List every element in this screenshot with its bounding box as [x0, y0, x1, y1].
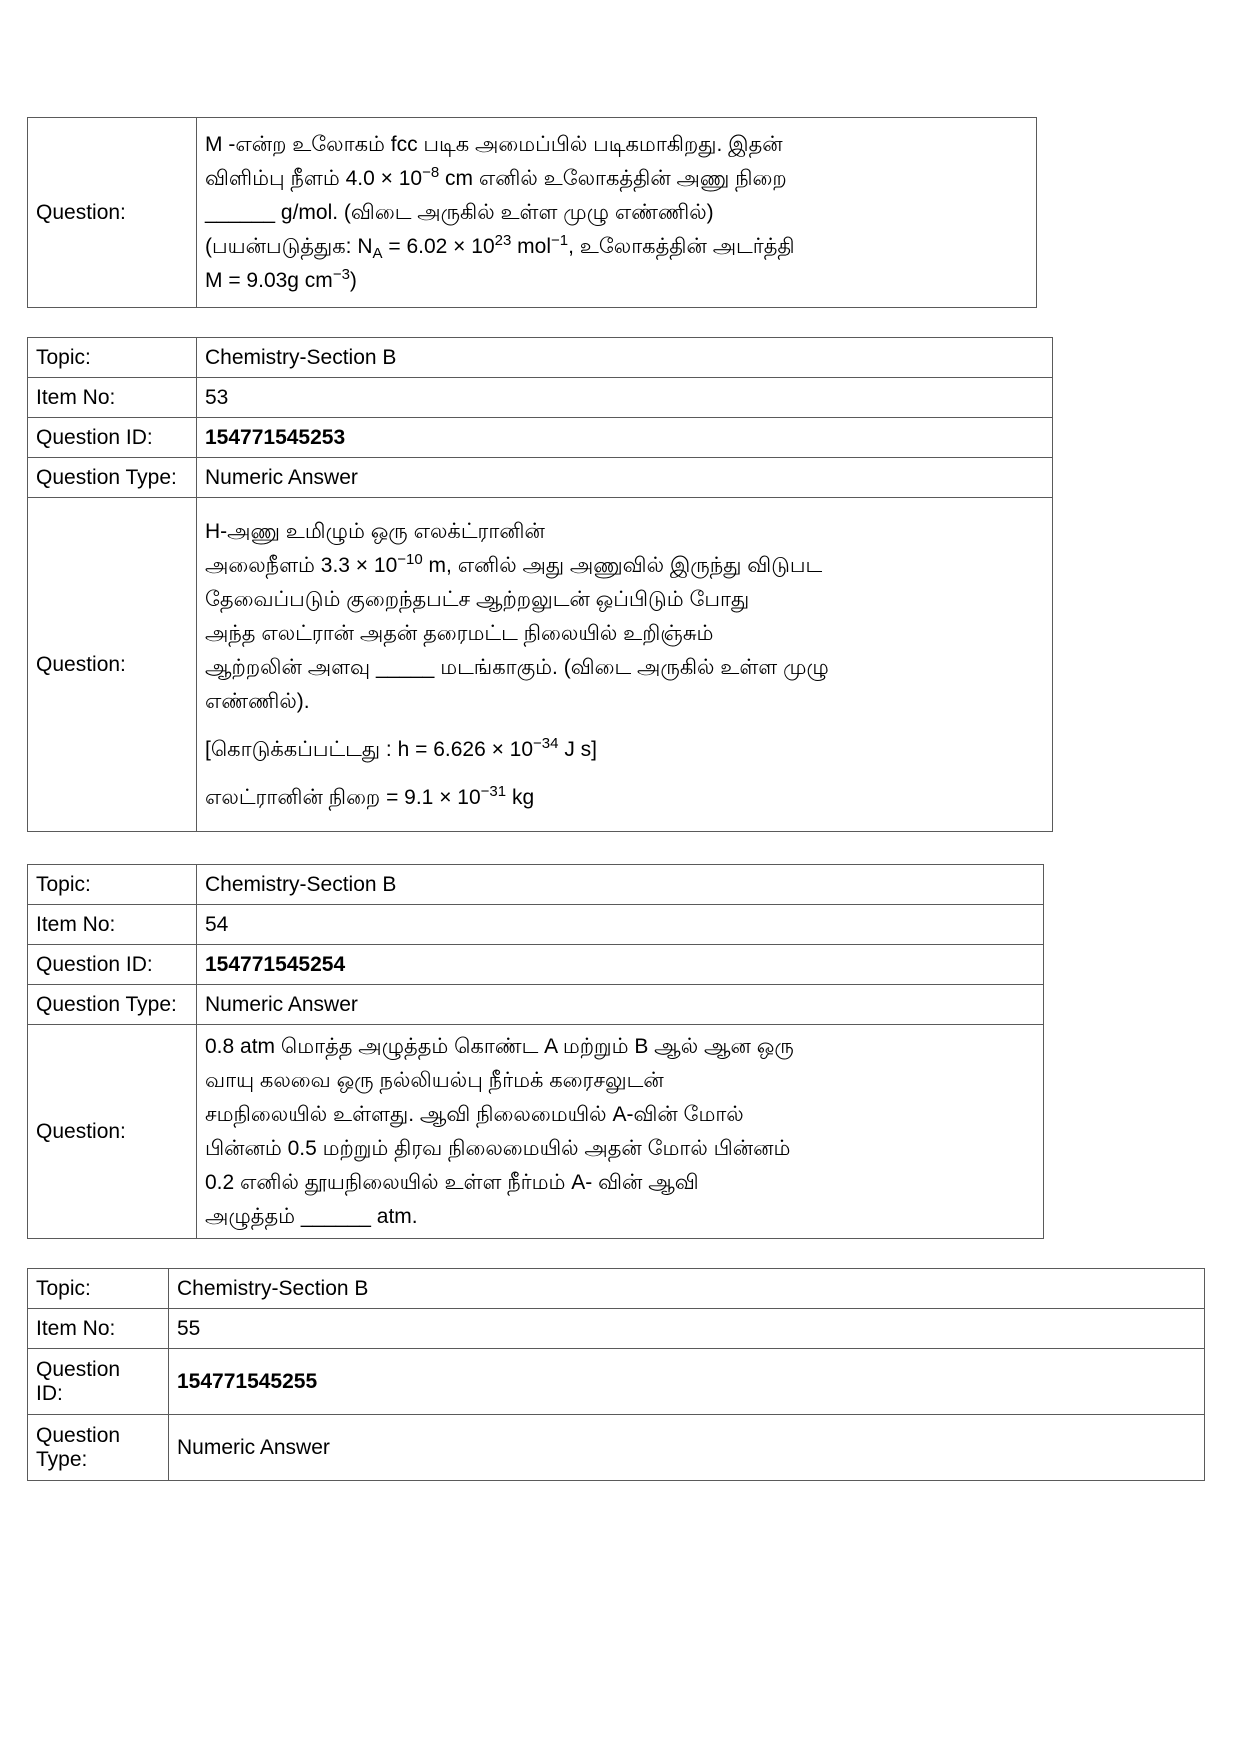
question-label: Question:	[28, 118, 197, 308]
item-no-label: Item No:	[28, 905, 197, 945]
topic-value: Chemistry-Section B	[197, 865, 1044, 905]
question-line: எண்ணில்).	[205, 689, 310, 713]
question-id-label: Question ID:	[28, 1349, 169, 1415]
topic-row	[28, 338, 1053, 378]
question-id-value: 154771545254	[197, 945, 1044, 985]
item-no-label: Item No:	[28, 1309, 169, 1349]
question-label: Question:	[28, 1025, 197, 1239]
question-line: அலைநீளம் $3.3 \times 10^{-10}$ m, எனில் அது அணுவில் இருந்து விடுபட	[205, 550, 823, 577]
question-line: சமநிலையில் உள்ளது. ஆவி நிலைமையில் A-வின் மோல்	[205, 1102, 744, 1126]
question-line: விளிம்பு நீளம் $4.0 \times 10^{-8}$ cm எனில் உலோகத்தின் அணு நிறை	[205, 163, 787, 190]
question-type-value: Numeric Answer	[197, 458, 1053, 498]
topic-label: Topic:	[28, 338, 197, 378]
question-row	[28, 1025, 1044, 1239]
question-table-53	[27, 337, 1053, 832]
question-line: ஆற்றலின் அளவு _____ மடங்காகும். (விடை அருகில் உள்ள முழு	[205, 655, 829, 679]
question-type-value: Numeric Answer	[197, 985, 1044, 1025]
question-table-55	[27, 1268, 1205, 1481]
question-type-row	[28, 1415, 1205, 1481]
item-no-label: Item No:	[28, 378, 197, 418]
question-line: பின்னம் 0.5 மற்றும் திரவ நிலைமையில் அதன் மோல் பின்னம்	[205, 1136, 791, 1160]
question-id-row	[28, 945, 1044, 985]
topic-label: Topic:	[28, 865, 197, 905]
question-id-row	[28, 1349, 1205, 1415]
question-line: தேவைப்படும் குறைந்தபட்ச ஆற்றலுடன் ஒப்பிடும் போது	[205, 587, 750, 611]
question-label: Question:	[28, 498, 197, 832]
question-table-partial	[27, 117, 1037, 308]
item-no-row	[28, 378, 1053, 418]
item-no-row	[28, 905, 1044, 945]
question-line: 0.2 எனில் தூயநிலையில் உள்ள நீர்மம் A- வின் ஆவி	[205, 1170, 699, 1194]
question-line: ______ g/mol. (விடை அருகில் உள்ள முழு எண்ணில்)	[205, 200, 714, 224]
question-id-label: Question ID:	[28, 418, 197, 458]
question-type-value: Numeric Answer	[169, 1415, 1205, 1481]
topic-value: Chemistry-Section B	[197, 338, 1053, 378]
question-line: M -என்ற உலோகம் fcc படிக அமைப்பில் படிகமாகிறது. இதன்	[205, 132, 783, 156]
question-id-value: 154771545253	[197, 418, 1053, 458]
question-text	[197, 1025, 1044, 1239]
item-no-value: 54	[197, 905, 1044, 945]
topic-label: Topic:	[28, 1269, 169, 1309]
question-line: அழுத்தம் ______ atm.	[205, 1204, 418, 1228]
question-table-54	[27, 864, 1044, 1239]
question-line: வாயு கலவை ஒரு நல்லியல்பு நீர்மக் கரைசலுடன்	[205, 1068, 664, 1092]
question-text	[197, 498, 1053, 832]
question-text	[197, 118, 1037, 308]
topic-row	[28, 1269, 1205, 1309]
question-type-row	[28, 985, 1044, 1025]
question-line: [கொடுக்கப்பட்டது : $h = 6.626 \times 10^{-34}$ J s]	[205, 734, 598, 761]
question-type-row	[28, 458, 1053, 498]
question-line: 0.8 atm மொத்த அழுத்தம் கொண்ட A மற்றும் B ஆல் ஆன ஒரு	[205, 1034, 794, 1058]
question-type-label: Question Type:	[28, 1415, 169, 1481]
question-row	[28, 118, 1037, 308]
question-id-row	[28, 418, 1053, 458]
topic-value: Chemistry-Section B	[169, 1269, 1205, 1309]
question-line: M = 9.03g $cm^{-3}$)	[205, 265, 357, 292]
topic-row	[28, 865, 1044, 905]
question-id-value: 154771545255	[169, 1349, 1205, 1415]
question-id-label: Question ID:	[28, 945, 197, 985]
question-type-label: Question Type:	[28, 458, 197, 498]
item-no-value: 53	[197, 378, 1053, 418]
question-row	[28, 498, 1053, 832]
question-line: அந்த எலட்ரான் அதன் தரைமட்ட நிலையில் உறிஞ்சும்	[205, 621, 714, 645]
item-no-value: 55	[169, 1309, 1205, 1349]
question-line: எலட்ரானின் நிறை = $9.1 \times 10^{-31}$ kg	[205, 782, 535, 809]
question-line: H-அணு உமிழும் ஒரு எலக்ட்ரானின்	[205, 519, 545, 543]
question-line: (பயன்படுத்துக: $N_A = 6.02 \times 10^{23}$ mol$^{-1}$, உலோகத்தின் அடர்த்தி	[205, 231, 795, 262]
item-no-row	[28, 1309, 1205, 1349]
question-type-label: Question Type:	[28, 985, 197, 1025]
